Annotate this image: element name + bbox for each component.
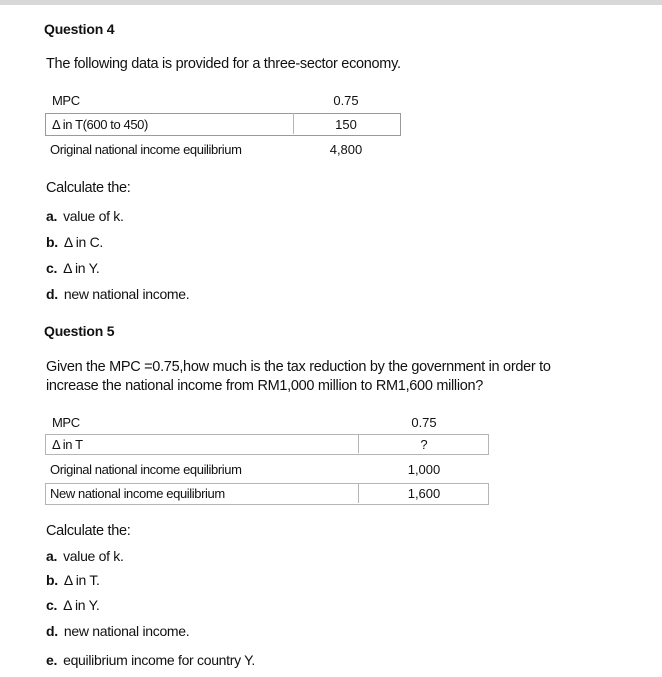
question-5-calc-label: Calculate the: <box>46 523 131 539</box>
q4-item-a: a. value of k. <box>46 208 124 224</box>
q4-item-b: b. Δ in C. <box>46 234 103 250</box>
q5-row-new-label: New national income equilibrium <box>50 486 225 501</box>
q5-row-tax-value: ? <box>420 437 428 452</box>
q4-row-tax-value: 150 <box>335 117 357 132</box>
question-5-intro-line2: increase the national income from RM1,000 million to RM1,600 million? <box>46 378 484 394</box>
q5-row-tax-label: Δ in T <box>52 437 83 452</box>
q5-item-d: d. new national income. <box>46 623 190 639</box>
q4-item-d: d. new national income. <box>46 286 190 302</box>
q5-item-a: a. value of k. <box>46 548 124 564</box>
q5-item-c: c. Δ in Y. <box>46 597 100 613</box>
q5-row-new-divider <box>358 483 359 503</box>
q4-row-divider <box>293 113 294 134</box>
question-4-calc-label: Calculate the: <box>46 180 131 196</box>
question-5-title: Question 5 <box>44 323 115 339</box>
q4-row-original-value: 4,800 <box>329 142 363 157</box>
q5-row-tax-divider <box>358 434 359 453</box>
top-divider <box>0 0 662 5</box>
q4-item-c: c. Δ in Y. <box>46 260 100 276</box>
q5-row-original-value: 1,000 <box>407 462 441 477</box>
question-4-intro: The following data is provided for a three-sector economy. <box>46 56 401 72</box>
q4-row-original-label: Original national income equilibrium <box>50 142 242 157</box>
q5-item-e: e. equilibrium income for country Y. <box>46 652 255 668</box>
q4-row-mpc-value: 0.75 <box>333 93 359 108</box>
q5-row-mpc-label: MPC <box>52 415 80 430</box>
q4-row-mpc-label: MPC <box>52 93 80 108</box>
question-5-intro-line1: Given the MPC =0.75,how much is the tax reduction by the government in order to <box>46 359 551 375</box>
q5-row-original-label: Original national income equilibrium <box>50 462 242 477</box>
q5-row-new-value: 1,600 <box>407 486 441 501</box>
q5-item-b: b. Δ in T. <box>46 572 100 588</box>
question-4-title: Question 4 <box>44 21 115 37</box>
q4-row-tax-label: Δ in T(600 to 450) <box>52 117 148 132</box>
q5-row-mpc-value: 0.75 <box>411 415 437 430</box>
